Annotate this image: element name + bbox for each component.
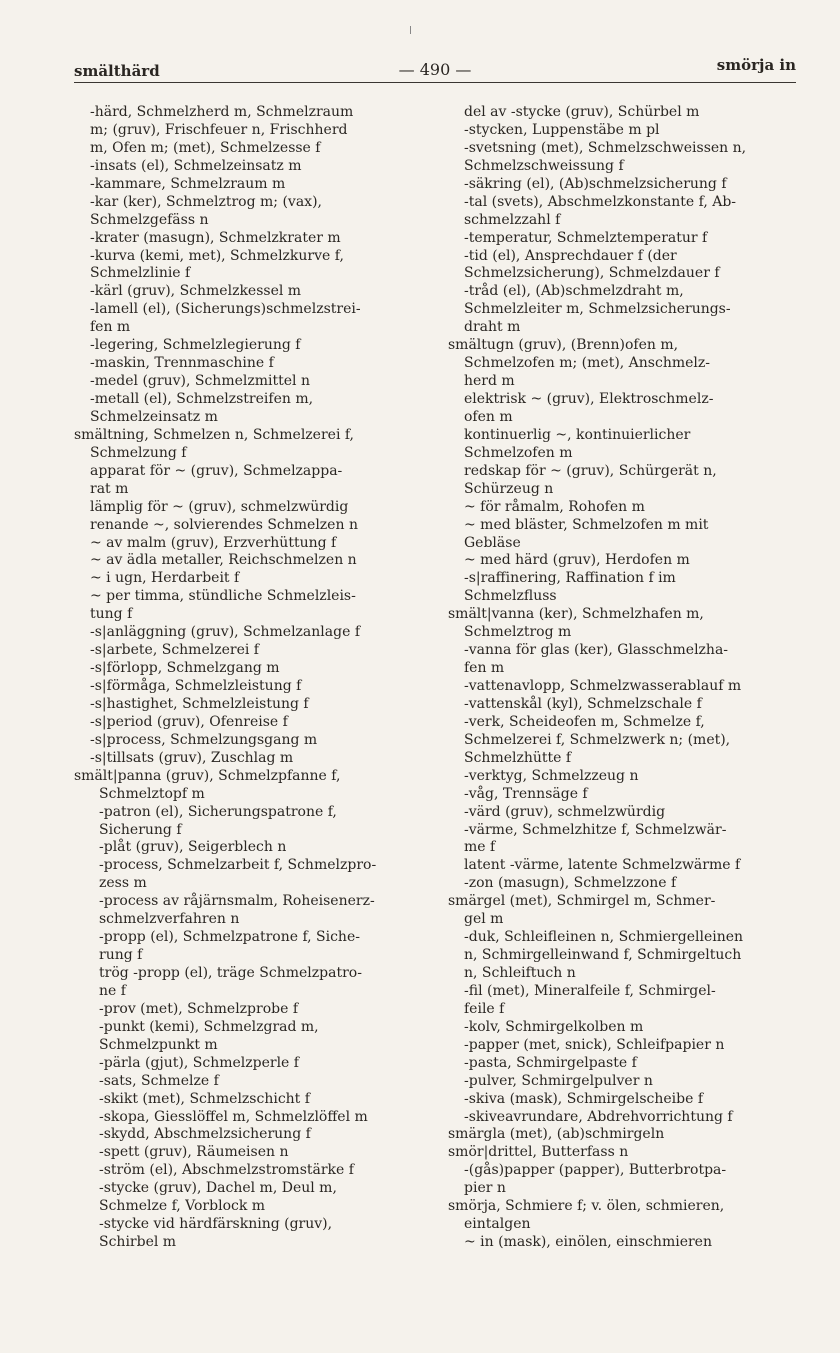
entry-line: -stycken, Luppenstäbe m pl	[464, 121, 660, 138]
entry-line: -vanna för glas (ker), Glasschmelzha-	[464, 642, 729, 659]
entry-line: -kar (ker), Schmelztrog m; (vax),	[90, 193, 322, 210]
entry-line: Sicherung f	[99, 821, 182, 838]
entry-line: -vattenavlopp, Schmelzwasserablauf m	[464, 678, 742, 694]
headword-line: smält|panna (gruv), Schmelzpfanne f,	[74, 767, 341, 784]
entry-line: m; (gruv), Frischfeuer n, Frischherd	[90, 121, 348, 138]
entry-line: -värd (gruv), schmelzwürdig	[464, 803, 666, 820]
entry-line: Schmelze f, Vorblock m	[99, 1198, 266, 1215]
entry-line: -svetsning (met), Schmelzschweissen n,	[464, 139, 747, 156]
entry-line: -insats (el), Schmelzeinsatz m	[90, 157, 302, 174]
left-column	[74, 104, 436, 1252]
entry-line: -propp (el), Schmelzpatrone f, Siche-	[99, 929, 360, 946]
entry-line: elektrisk ~ (gruv), Elektroschmelz-	[464, 391, 714, 407]
entry-line: -s|förmåga, Schmelzleistung f	[90, 678, 302, 694]
entry-line: -värme, Schmelzhitze f, Schmelzwär-	[464, 821, 727, 838]
entry-line: eintalgen	[464, 1216, 531, 1233]
entry-line: Schmelzofen m; (met), Anschmelz-	[464, 355, 710, 372]
entry-line: -patron (el), Sicherungspatrone f,	[99, 803, 337, 820]
entry-line: -process, Schmelzarbeit f, Schmelzpro-	[99, 857, 377, 874]
entry-line: -s|anläggning (gruv), Schmelzanlage f	[90, 624, 360, 641]
entry-line: -fil (met), Mineralfeile f, Schmirgel-	[464, 982, 716, 999]
entry-line: kontinuerlig ~, kontinuierlicher	[464, 426, 691, 443]
entry-line: Schmelzschweissung f	[464, 157, 624, 174]
headword-line: smörja, Schmiere f; v. ölen, schmieren,	[448, 1198, 725, 1215]
entry-line: Schmelzhütte f	[464, 749, 572, 766]
entry-line: schmelzverfahren n	[99, 911, 240, 928]
entry-line: -s|förlopp, Schmelzgang m	[90, 660, 280, 677]
entry-line: -skikt (met), Schmelzschicht f	[99, 1090, 310, 1107]
entry-line: -säkring (el), (Ab)schmelzsicherung f	[464, 175, 727, 192]
entry-line: draht m	[464, 319, 521, 336]
entry-line: -punkt (kemi), Schmelzgrad m,	[99, 1018, 319, 1035]
entry-line: -legering, Schmelzlegierung f	[90, 337, 301, 354]
entry-line: -krater (masugn), Schmelzkrater m	[90, 229, 341, 246]
entry-line: -sats, Schmelze f	[99, 1072, 219, 1089]
entry-line: Schürzeug n	[464, 480, 554, 497]
entry-line: renande ~, solvierendes Schmelzen n	[90, 516, 358, 533]
entry-line: -skydd, Abschmelzsicherung f	[99, 1126, 311, 1143]
entry-line: -s|hastighet, Schmelzleistung f	[90, 695, 309, 712]
entry-line: ~ av malm (gruv), Erzverhüttung f	[90, 534, 337, 551]
entry-line: ~ per timma, stündliche Schmelzleis-	[90, 588, 356, 605]
entry-line: Schmelzpunkt m	[99, 1036, 218, 1053]
entry-line: -process av råjärnsmalm, Roheisenerz-	[99, 893, 375, 910]
entry-line: Schmelzlinie f	[90, 265, 191, 282]
entry-line: zess m	[99, 875, 147, 892]
entry-line: -skopa, Giesslöffel m, Schmelzlöffel m	[99, 1108, 368, 1125]
page-number: — 490 —	[398, 60, 472, 79]
entry-line: trög -propp (el), träge Schmelzpatro-	[99, 965, 362, 981]
entry-line: -pasta, Schmirgelpaste f	[464, 1054, 637, 1071]
entry-line: Schmelzerei f, Schmelzwerk n; (met),	[464, 731, 731, 748]
entry-line: tung f	[90, 606, 133, 623]
entry-line: -temperatur, Schmelztemperatur f	[464, 229, 708, 246]
header-rule	[74, 82, 796, 83]
entry-line: -stycke vid härdfärskning (gruv),	[99, 1216, 333, 1233]
entry-line: -maskin, Trennmaschine f	[90, 355, 274, 372]
entry-line: -kammare, Schmelzraum m	[90, 175, 286, 192]
headword-line: smärgla (met), (ab)schmirgeln	[448, 1126, 665, 1143]
entry-line: herd m	[464, 373, 515, 390]
entry-line: -verktyg, Schmelzzeug n	[464, 767, 639, 784]
entry-line: -verk, Scheideofen m, Schmelze f,	[464, 713, 705, 730]
entry-line: -stycke (gruv), Dachel m, Deul m,	[99, 1180, 337, 1197]
entry-line: apparat för ~ (gruv), Schmelzappa-	[90, 462, 343, 479]
entry-line: -pärla (gjut), Schmelzperle f	[99, 1054, 299, 1071]
entry-line: -plåt (gruv), Seigerblech n	[99, 839, 287, 856]
entry-line: -(gås)papper (papper), Butterbrotpa-	[464, 1162, 727, 1179]
entry-line: -s|arbete, Schmelzerei f	[90, 642, 259, 659]
entry-line: n, Schmirgelleinwand f, Schmirgeltuch	[464, 947, 742, 964]
entry-line: Schmelzofen m	[464, 444, 573, 461]
entry-line: -zon (masugn), Schmelzzone f	[464, 875, 677, 892]
entry-line: -duk, Schleifleinen n, Schmiergelleinen	[464, 929, 744, 946]
entry-line: -s|raffinering, Raffination f im	[464, 570, 676, 587]
entry-line: -s|tillsats (gruv), Zuschlag m	[90, 749, 294, 766]
entry-line: gel m	[464, 911, 504, 928]
entry-line: rung f	[99, 947, 143, 964]
entry-line: -spett (gruv), Räumeisen n	[99, 1144, 289, 1161]
entry-line: Schmelztopf m	[99, 785, 205, 802]
entry-line: -härd, Schmelzherd m, Schmelzraum	[90, 104, 354, 120]
entry-line: -ström (el), Abschmelzstromstärke f	[99, 1162, 354, 1179]
entry-line: -medel (gruv), Schmelzmittel n	[90, 373, 310, 390]
entry-line: Schmelzfluss	[464, 588, 557, 605]
entry-line: Schmelzgefäss n	[90, 211, 209, 228]
entry-line: feile f	[464, 1000, 505, 1017]
entry-line: -pulver, Schmirgelpulver n	[464, 1072, 653, 1089]
headword-line: smärgel (met), Schmirgel m, Schmer-	[448, 893, 716, 910]
entry-line: ofen m	[464, 408, 513, 425]
entry-line: ne f	[99, 982, 126, 999]
entry-line: -s|process, Schmelzungsgang m	[90, 731, 318, 748]
entry-line: -tråd (el), (Ab)schmelzdraht m,	[464, 283, 684, 300]
entry-line: pier n	[464, 1180, 506, 1197]
entry-line: del av -stycke (gruv), Schürbel m	[464, 104, 700, 120]
entry-line: -kurva (kemi, met), Schmelzkurve f,	[90, 247, 344, 264]
entry-line: -s|period (gruv), Ofenreise f	[90, 713, 288, 730]
entry-line: redskap för ~ (gruv), Schürgerät n,	[464, 462, 717, 479]
right-guide-word: smörja in	[716, 56, 796, 74]
headword-line: smältugn (gruv), (Brenn)ofen m,	[448, 337, 679, 354]
entry-line: ~ med bläster, Schmelzofen m mit	[464, 516, 709, 533]
right-column	[448, 104, 808, 1252]
entry-line: -prov (met), Schmelzprobe f	[99, 1000, 299, 1017]
entry-line: Schmelztrog m	[464, 624, 572, 641]
entry-line: ~ för råmalm, Rohofen m	[464, 498, 645, 515]
entry-line: fen m	[464, 660, 505, 677]
entry-line: Schirbel m	[99, 1234, 177, 1251]
entry-line: rat m	[90, 480, 129, 497]
entry-line: fen m	[90, 319, 131, 336]
entry-line: -tid (el), Ansprechdauer f (der	[464, 247, 677, 264]
entry-line: -metall (el), Schmelzstreifen m,	[90, 391, 314, 407]
entry-line: -vattenskål (kyl), Schmelzschale f	[464, 695, 702, 712]
entry-line: latent -värme, latente Schmelzwärme f	[464, 857, 741, 874]
entry-line: ~ av ädla metaller, Reichschmelzen n	[90, 552, 357, 569]
entry-line: -skiveavrundare, Abdrehvorrichtung f	[464, 1108, 733, 1125]
entry-line: -papper (met, snick), Schleifpapier n	[464, 1036, 725, 1053]
entry-line: -våg, Trennsäge f	[464, 785, 588, 802]
entry-line: ~ i ugn, Herdarbeit f	[90, 570, 240, 587]
entry-line: -kärl (gruv), Schmelzkessel m	[90, 283, 302, 300]
entry-line: -skiva (mask), Schmirgelscheibe f	[464, 1090, 703, 1107]
entry-line: -tal (svets), Abschmelzkonstante f, Ab-	[464, 193, 737, 210]
headword-line: smör|drittel, Butterfass n	[448, 1144, 629, 1161]
entry-line: -lamell (el), (Sicherungs)schmelzstrei-	[90, 301, 361, 318]
entry-line: ~ med härd (gruv), Herdofen m	[464, 552, 690, 569]
entry-line: Schmelzsicherung), Schmelzdauer f	[464, 265, 720, 282]
entry-line: Schmelzung f	[90, 444, 187, 461]
entry-line: m, Ofen m; (met), Schmelzesse f	[90, 139, 321, 156]
headword-line: smält|vanna (ker), Schmelzhafen m,	[448, 606, 704, 623]
entry-line: Schmelzleiter m, Schmelzsicherungs-	[464, 301, 731, 318]
scan-mark	[410, 26, 411, 34]
entry-line: ~ in (mask), einölen, einschmieren	[464, 1234, 712, 1251]
entry-line: Schmelzeinsatz m	[90, 408, 218, 425]
entry-line: -kolv, Schmirgelkolben m	[464, 1018, 644, 1035]
left-guide-word: smälthärd	[74, 62, 160, 80]
entry-line: me f	[464, 839, 496, 856]
entry-line: schmelzzahl f	[464, 211, 561, 228]
headword-line: smältning, Schmelzen n, Schmelzerei f,	[74, 426, 354, 443]
entry-line: n, Schleiftuch n	[464, 965, 576, 981]
entry-line: Gebläse	[464, 534, 521, 551]
entry-line: lämplig för ~ (gruv), schmelzwürdig	[90, 498, 349, 515]
